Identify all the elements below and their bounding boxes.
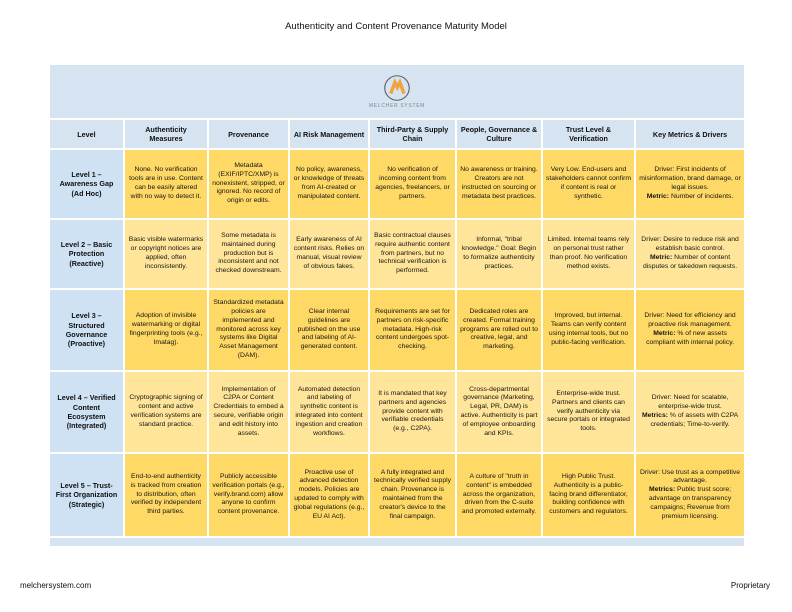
people-cell: Cross-departmental governance (Marketing, Legal, PR, DAM) is active. Authenticity is part of employee onboarding and KPIs.: [456, 371, 542, 453]
metrics-metric: Metric: Number of incidents.: [646, 192, 734, 200]
third-party-cell: Requirements are set for partners on risk-specific metadata. High-risk content undergoes spot-checking.: [369, 289, 456, 371]
authenticity-cell: None. No verification tools are in use. Content can be easily altered with no way to detect it.: [124, 149, 208, 219]
trust-cell: Enterprise-wide trust. Partners and clients can verify authenticity via secure portals or integrated tools.: [542, 371, 635, 453]
third-party-cell: A fully integrated and technically verified supply chain. Provenance is maintained from the creator's device to the final campaign.: [369, 453, 456, 537]
table-row-level-2: [49, 219, 745, 289]
third-party-cell: Basic contractual clauses require authentic content from partners, but no technical verification is performed.: [369, 219, 456, 289]
authenticity-cell: Adoption of invisible watermarking or digital fingerprinting tools (e.g., Imatag).: [124, 289, 208, 371]
people-cell: Dedicated roles are created. Formal training programs are rolled out to creative, legal, and marketing.: [456, 289, 542, 371]
table-row-level-5: [49, 453, 745, 537]
column-header-level: Level: [49, 119, 124, 149]
logo-band: [49, 64, 745, 119]
ai-risk-cell: Proactive use of advanced detection models. Policies are updated to comply with global regulations (e.g., EU AI Act).: [289, 453, 369, 537]
logo-band-row: [49, 64, 745, 119]
authenticity-cell: Basic visible watermarks or copyright notices are applied, often inconsistently.: [124, 219, 208, 289]
trust-cell: Improved, but internal. Teams can verify content using internal tools, but no public-facing verification.: [542, 289, 635, 371]
provenance-cell: Some metadata is maintained during production but is inconsistent and not checked downstream.: [208, 219, 289, 289]
table-row-level-3: [49, 289, 745, 371]
metrics-cell: [635, 453, 745, 537]
level-cell: Level 1 – Awareness Gap (Ad Hoc): [49, 149, 124, 219]
footer-proprietary-label: Proprietary: [730, 581, 770, 590]
page-title: Authenticity and Content Provenance Maturity Model: [285, 21, 507, 32]
ai-risk-cell: Clear internal guidelines are published on the use and labeling of AI-generated content.: [289, 289, 369, 371]
metrics-driver: Driver: Use trust as a competitive advantage.: [639, 468, 741, 485]
company-logo: [53, 74, 741, 109]
metrics-driver: Driver: Desire to reduce risk and establish basic control.: [641, 236, 739, 253]
people-cell: A culture of "truth in content" is embedded across the organization, driven from the C-suite and promoted externally.: [456, 453, 542, 537]
logo-wordmark: MELCHER SYSTEM: [368, 103, 426, 109]
column-header-provenance: Provenance: [208, 119, 289, 149]
metrics-driver: Driver: First incidents of misinformation, brand damage, or legal issues.: [639, 166, 741, 191]
level-cell: Level 2 – Basic Protection (Reactive): [49, 219, 124, 289]
column-header-authenticity: Authenticity Measures: [124, 119, 208, 149]
metrics-metric: Metrics: % of assets with C2PA credentials; Time-to-verify.: [641, 412, 739, 428]
ai-risk-cell: No policy, awareness, or knowledge of threats from AI-created or manipulated content.: [289, 149, 369, 219]
metrics-metric: Metric: % of new assets compliant with internal policy.: [646, 330, 734, 346]
level-cell: Level 4 – Verified Content Ecosystem (Integrated): [49, 371, 124, 453]
footer-website: melchersystem.com: [20, 581, 92, 590]
provenance-cell: Metadata (EXIF/IPTC/XMP) is nonexistent, stripped, or ignored. No record of origin or edits.: [208, 149, 289, 219]
ai-risk-cell: Early awareness of AI content risks. Relies on manual, visual review of obvious fakes.: [289, 219, 369, 289]
table-row-level-1: [49, 149, 745, 219]
provenance-cell: Standardized metadata policies are implemented and monitored across key systems like Digital Asset Management (DAM).: [208, 289, 289, 371]
metrics-cell: [635, 219, 745, 289]
authenticity-cell: Cryptographic signing of content and active verification systems are standard practice.: [124, 371, 208, 453]
ai-risk-cell: Automated detection and labeling of synthetic content is integrated into content ingestion and creation workflows.: [289, 371, 369, 453]
level-cell: Level 5 – Trust-First Organization (Strategic): [49, 453, 124, 537]
metrics-metric: Metric: Number of content disputes or takedown requests.: [643, 254, 738, 270]
table-bottom-bar: [49, 537, 745, 547]
column-header-metrics: Key Metrics & Drivers: [635, 119, 745, 149]
metrics-driver: Driver: Need for efficiency and proactive risk management.: [644, 312, 736, 329]
column-header-trust: Trust Level & Verification: [542, 119, 635, 149]
trust-cell: High Public Trust. Authenticity is a public-facing brand differentiator, building confidence with customers and regulators.: [542, 453, 635, 537]
provenance-cell: Implementation of C2PA or Content Credentials to embed a secure, verifiable origin and edit history into assets.: [208, 371, 289, 453]
metrics-driver: Driver: Need for scalable, enterprise-wide trust.: [651, 394, 729, 411]
authenticity-cell: End-to-end authenticity is tracked from creation to distribution, often verified by independent third parties.: [124, 453, 208, 537]
table-bottom-bar-row: [49, 537, 745, 547]
metrics-cell: [635, 149, 745, 219]
metrics-metric: Metrics: Public trust score; advantage on transparency campaigns; Revenue from premium licensing.: [648, 486, 732, 520]
trust-cell: Very Low. End-users and stakeholders cannot confirm if content is real or synthetic.: [542, 149, 635, 219]
third-party-cell: It is mandated that key partners and agencies provide content with verifiable credentials (e.g., C2PA).: [369, 371, 456, 453]
people-cell: Informal, "tribal knowledge." Goal: Begin to formalize authenticity practices.: [456, 219, 542, 289]
column-header-people: People, Governance & Culture: [456, 119, 542, 149]
metrics-cell: [635, 371, 745, 453]
column-header-ai-risk: AI Risk Management: [289, 119, 369, 149]
maturity-model-table: [48, 63, 746, 548]
people-cell: No awareness or training. Creators are not instructed on sourcing or metadata best practices.: [456, 149, 542, 219]
level-cell: Level 3 – Structured Governance (Proactive): [49, 289, 124, 371]
column-header-third-party: Third-Party & Supply Chain: [369, 119, 456, 149]
metrics-cell: [635, 289, 745, 371]
table-row-level-4: [49, 371, 745, 453]
provenance-cell: Publicly accessible verification portals (e.g., verify.brand.com) allow anyone to confirm content provenance.: [208, 453, 289, 537]
trust-cell: Limited. Internal teams rely on personal trust rather than proof. No verification method exists.: [542, 219, 635, 289]
header-row: [49, 119, 745, 149]
third-party-cell: No verification of incoming content from agencies, freelancers, or partners.: [369, 149, 456, 219]
melcher-logo-icon: [383, 74, 411, 102]
